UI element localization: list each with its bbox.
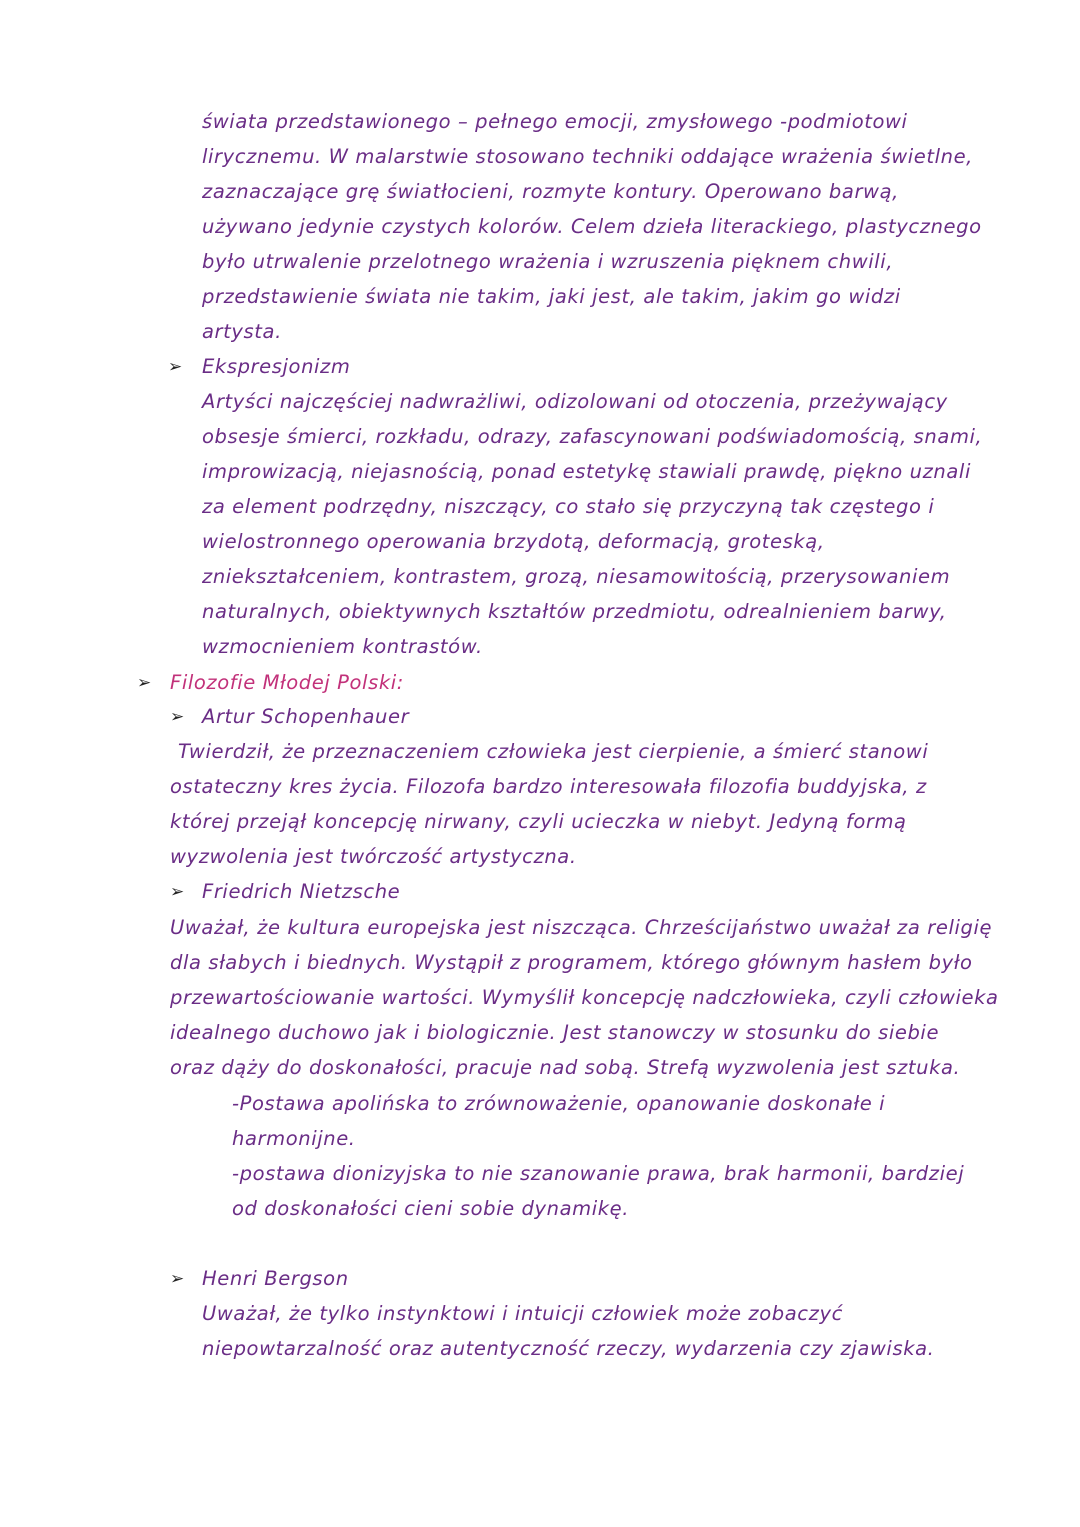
text-line: wyzwolenia jest twórczość artystyczna. [170, 845, 577, 868]
text-line: Artyści najczęściej nadwrażliwi, odizolowani od otoczenia, przeżywający [202, 390, 948, 413]
text-line: artysta. [202, 320, 282, 343]
text-line: idealnego duchowo jak i biologicznie. Jest stanowczy w stosunku do siebie [170, 1021, 940, 1044]
text-line: Uważał, że kultura europejska jest niszcząca. Chrześcijaństwo uważał za religię [170, 916, 993, 939]
text-line: dla słabych i biednych. Wystąpił z programem, którego głównym hasłem było [170, 951, 973, 974]
text-line: której przejął koncepcję nirwany, czyli ucieczka w niebyt. Jedyną formą [170, 810, 907, 833]
text-line: -Postawa apolińska to zrównoważenie, opanowanie doskonałe i [232, 1092, 886, 1115]
arrowhead-bullet-icon: ➢ [170, 707, 185, 727]
arrowhead-bullet-icon: ➢ [168, 357, 183, 377]
text-line: obsesje śmierci, rozkładu, odrazy, zafascynowani podświadomością, snami, [202, 425, 983, 448]
text-line: ostateczny kres życia. Filozofa bardzo interesowała filozofia buddyjska, z [170, 775, 927, 798]
text-line: świata przedstawionego – pełnego emocji, zmysłowego -podmiotowi [202, 110, 908, 133]
text-line: wielostronnego operowania brzydotą, deformacją, groteską, [202, 530, 825, 553]
arrowhead-bullet-icon: ➢ [170, 1269, 185, 1289]
text-line: -postawa dionizyjska to nie szanowanie prawa, brak harmonii, bardziej [232, 1162, 965, 1185]
heading-bergson: Henri Bergson [202, 1267, 349, 1290]
text-line: Twierdził, że przeznaczeniem człowieka jest cierpienie, a śmierć stanowi [178, 740, 929, 763]
text-line: naturalnych, obiektywnych kształtów przedmiotu, odrealnieniem barwy, [202, 600, 947, 623]
text-line: oraz dąży do doskonałości, pracuje nad sobą. Strefą wyzwolenia jest sztuka. [170, 1056, 961, 1079]
text-line: przedstawienie świata nie takim, jaki jest, ale takim, jakim go widzi [202, 285, 901, 308]
text-line: przewartościowanie wartości. Wymyślił koncepcję nadczłowieka, czyli człowieka [170, 986, 999, 1009]
heading-schopenhauer: Artur Schopenhauer [202, 705, 410, 728]
arrowhead-bullet-icon: ➢ [137, 673, 152, 693]
text-line: używano jedynie czystych kolorów. Celem dzieła literackiego, plastycznego [202, 215, 982, 238]
arrowhead-bullet-icon: ➢ [170, 882, 185, 902]
text-line: niepowtarzalność oraz autentyczność rzeczy, wydarzenia czy zjawiska. [202, 1337, 935, 1360]
text-line: wzmocnieniem kontrastów. [202, 635, 483, 658]
text-line: od doskonałości cieni sobie dynamikę. [232, 1197, 630, 1220]
text-line: zaznaczające grę światłocieni, rozmyte kontury. Operowano barwą, [202, 180, 899, 203]
text-line: improwizacją, niejasnością, ponad estetykę stawiali prawdę, piękno uznali [202, 460, 971, 483]
text-line: za element podrzędny, niszczący, co stało się przyczyną tak częstego i [202, 495, 935, 518]
text-line: Uważał, że tylko instynktowi i intuicji człowiek może zobaczyć [202, 1302, 843, 1325]
text-line: harmonijne. [232, 1127, 356, 1150]
text-line: było utrwalenie przelotnego wrażenia i wzruszenia pięknem chwili, [202, 250, 894, 273]
text-line: lirycznemu. W malarstwie stosowano techniki oddające wrażenia świetlne, [202, 145, 973, 168]
heading-ekspresjonizm: Ekspresjonizm [202, 355, 351, 378]
text-line: zniekształceniem, kontrastem, grozą, niesamowitością, przerysowaniem [202, 565, 951, 588]
heading-nietzsche: Friedrich Nietzsche [202, 880, 401, 903]
heading-filozofie: Filozofie Młodej Polski: [170, 671, 404, 694]
